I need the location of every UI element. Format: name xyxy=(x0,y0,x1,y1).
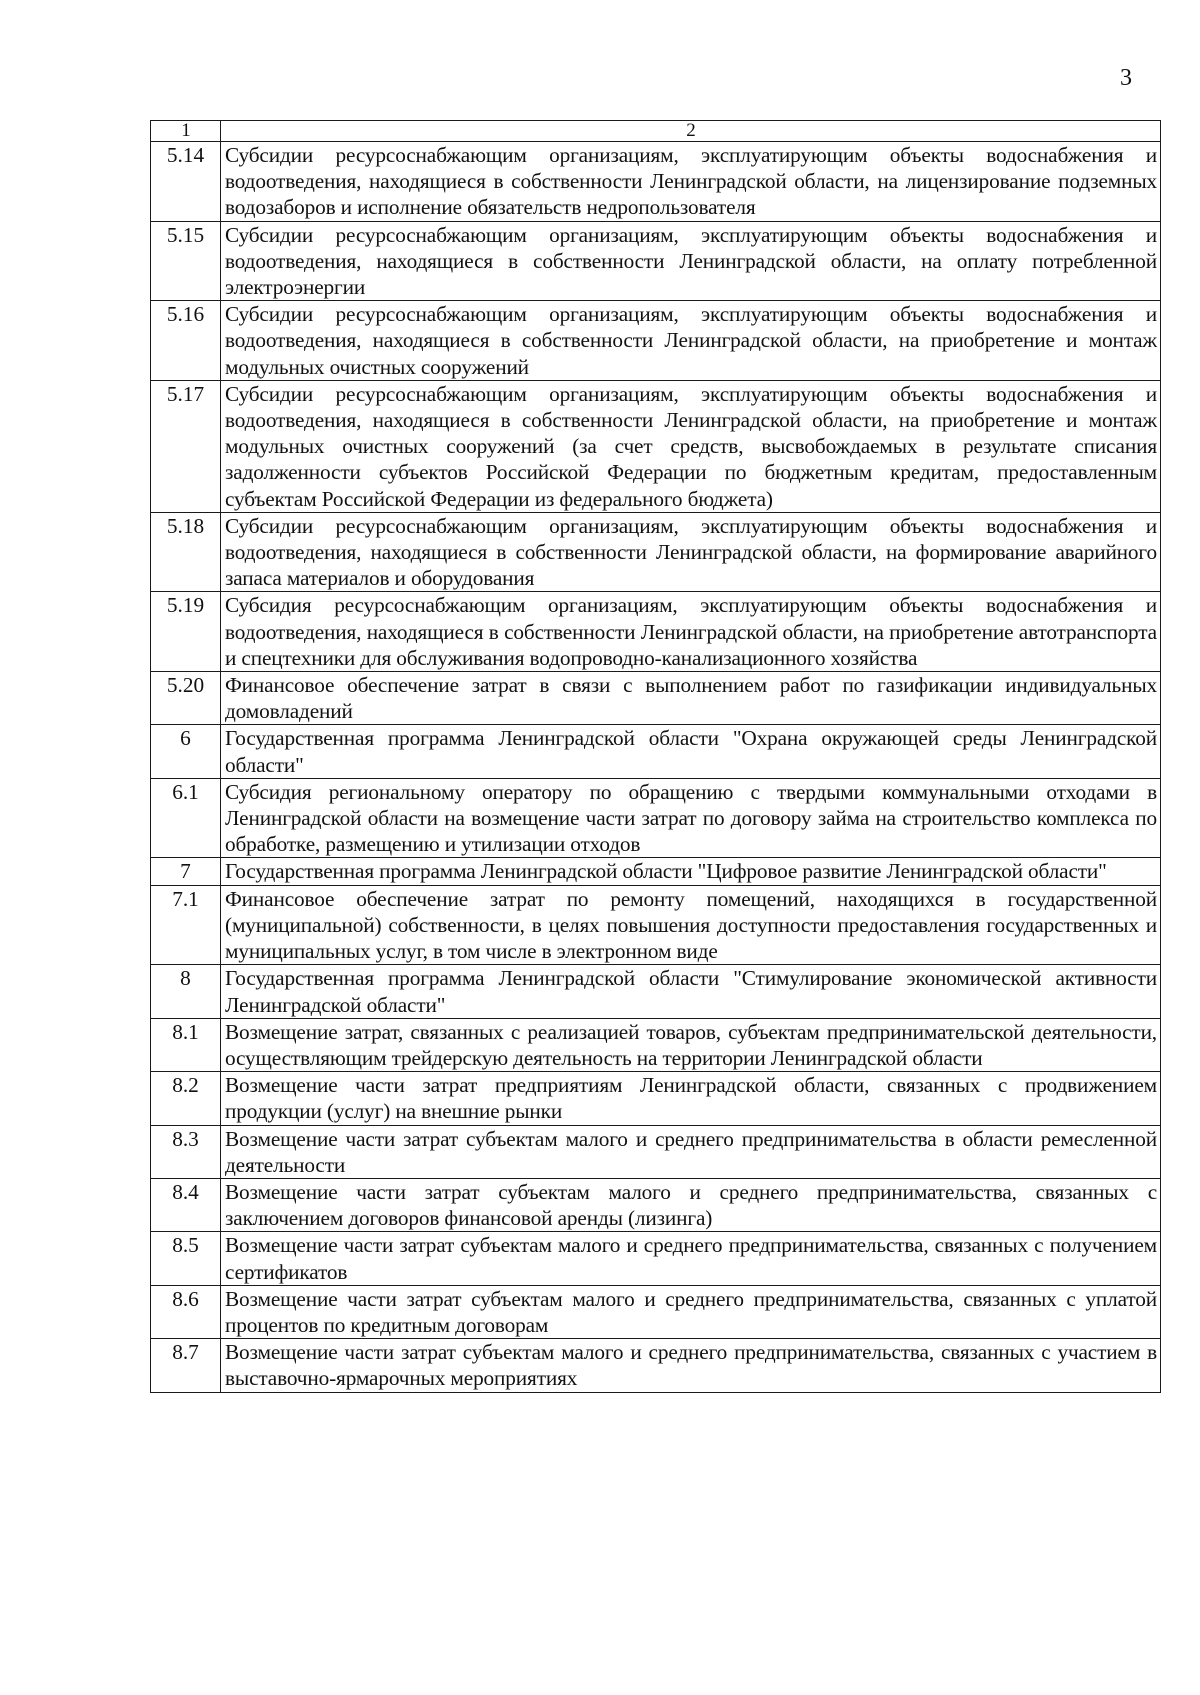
row-text: Государственная программа Ленинградской области "Охрана окружающей среды Ленинградской области" xyxy=(221,725,1161,778)
row-text: Возмещение части затрат субъектам малого и среднего предпринимательства, связанных с заключением договоров финансовой аренды (лизинга) xyxy=(221,1178,1161,1231)
row-text: Государственная программа Ленинградской области "Цифровое развитие Ленинградской области" xyxy=(221,858,1161,885)
table-row xyxy=(151,1072,1161,1125)
table-row xyxy=(151,1178,1161,1231)
document-table xyxy=(150,120,1161,1393)
row-text: Субсидия ресурсоснабжающим организациям, эксплуатирующим объекты водоснабжения и водоотведения, находящиеся в собственности Ленинградской области, на приобретение автотранспорта и спецтехники для обслуживания водопроводно-канализационного хозяйства xyxy=(221,592,1161,672)
table-row xyxy=(151,1232,1161,1285)
row-text: Возмещение части затрат предприятиям Ленинградской области, связанных с продвижением продукции (услуг) на внешние рынки xyxy=(221,1072,1161,1125)
row-text: Финансовое обеспечение затрат в связи с выполнением работ по газификации индивидуальных домовладений xyxy=(221,672,1161,725)
row-text: Финансовое обеспечение затрат по ремонту помещений, находящихся в государственной (муниципальной) собственности, в целях повышения доступности предоставления государственных и муниципальных услуг, в том числе в электронном виде xyxy=(221,885,1161,965)
table-row xyxy=(151,858,1161,885)
row-number: 6 xyxy=(151,725,221,778)
table-row xyxy=(151,592,1161,672)
table-row xyxy=(151,1339,1161,1392)
table-row xyxy=(151,380,1161,512)
table-row xyxy=(151,725,1161,778)
row-number: 5.19 xyxy=(151,592,221,672)
table-row xyxy=(151,672,1161,725)
row-number: 7 xyxy=(151,858,221,885)
row-text: Субсидии ресурсоснабжающим организациям, эксплуатирующим объекты водоснабжения и водоотведения, находящиеся в собственности Ленинградской области, на приобретение и монтаж модульных очистных сооружений (за счет средств, высвобождаемых в результате списания задолженности субъектов Российской Федерации по бюджетным кредитам, предоставленным субъектам Российской Федерации из федерального бюджета) xyxy=(221,380,1161,512)
table-body xyxy=(151,142,1161,1393)
row-text: Субсидии ресурсоснабжающим организациям, эксплуатирующим объекты водоснабжения и водоотведения, находящиеся в собственности Ленинградской области, на формирование аварийного запаса материалов и оборудования xyxy=(221,512,1161,592)
table-row xyxy=(151,778,1161,858)
row-number: 7.1 xyxy=(151,885,221,965)
row-number: 5.17 xyxy=(151,380,221,512)
table-row xyxy=(151,1018,1161,1071)
table-row xyxy=(151,965,1161,1018)
row-text: Субсидии ресурсоснабжающим организациям, эксплуатирующим объекты водоснабжения и водоотведения, находящиеся в собственности Ленинградской области, на приобретение и монтаж модульных очистных сооружений xyxy=(221,301,1161,381)
row-text: Государственная программа Ленинградской области "Стимулирование экономической активности Ленинградской области" xyxy=(221,965,1161,1018)
row-number: 8.3 xyxy=(151,1125,221,1178)
column-header-number: 1 xyxy=(151,121,221,142)
table-row xyxy=(151,1285,1161,1338)
row-number: 5.14 xyxy=(151,142,221,222)
row-number: 8.2 xyxy=(151,1072,221,1125)
row-number: 8.1 xyxy=(151,1018,221,1071)
row-text: Возмещение затрат, связанных с реализацией товаров, субъектам предпринимательской деятельности, осуществляющим трейдерскую деятельность на территории Ленинградской области xyxy=(221,1018,1161,1071)
row-number: 8.7 xyxy=(151,1339,221,1392)
row-text: Субсидии ресурсоснабжающим организациям, эксплуатирующим объекты водоснабжения и водоотведения, находящиеся в собственности Ленинградской области, на оплату потребленной электроэнергии xyxy=(221,221,1161,301)
row-number: 6.1 xyxy=(151,778,221,858)
table-row xyxy=(151,1125,1161,1178)
row-text: Субсидии ресурсоснабжающим организациям, эксплуатирующим объекты водоснабжения и водоотведения, находящиеся в собственности Ленинградской области, на лицензирование подземных водозаборов и исполнение обязательств недропользователя xyxy=(221,142,1161,222)
table-header-row xyxy=(151,121,1161,142)
row-number: 8 xyxy=(151,965,221,1018)
column-header-text: 2 xyxy=(221,121,1161,142)
row-text: Возмещение части затрат субъектам малого и среднего предпринимательства, связанных с участием в выставочно-ярмарочных мероприятиях xyxy=(221,1339,1161,1392)
row-text: Возмещение части затрат субъектам малого и среднего предпринимательства в области ремесленной деятельности xyxy=(221,1125,1161,1178)
table-row xyxy=(151,885,1161,965)
table-row xyxy=(151,512,1161,592)
row-number: 5.18 xyxy=(151,512,221,592)
page-number: 3 xyxy=(1120,65,1132,91)
row-number: 8.5 xyxy=(151,1232,221,1285)
row-number: 5.16 xyxy=(151,301,221,381)
table-row xyxy=(151,301,1161,381)
table-row xyxy=(151,221,1161,301)
row-number: 8.4 xyxy=(151,1178,221,1231)
row-number: 5.20 xyxy=(151,672,221,725)
row-number: 8.6 xyxy=(151,1285,221,1338)
row-number: 5.15 xyxy=(151,221,221,301)
row-text: Возмещение части затрат субъектам малого и среднего предпринимательства, связанных с получением сертификатов xyxy=(221,1232,1161,1285)
table-row xyxy=(151,142,1161,222)
row-text: Возмещение части затрат субъектам малого и среднего предпринимательства, связанных с уплатой процентов по кредитным договорам xyxy=(221,1285,1161,1338)
row-text: Субсидия региональному оператору по обращению с твердыми коммунальными отходами в Ленинградской области на возмещение части затрат по договору займа на строительство комплекса по обработке, размещению и утилизации отходов xyxy=(221,778,1161,858)
